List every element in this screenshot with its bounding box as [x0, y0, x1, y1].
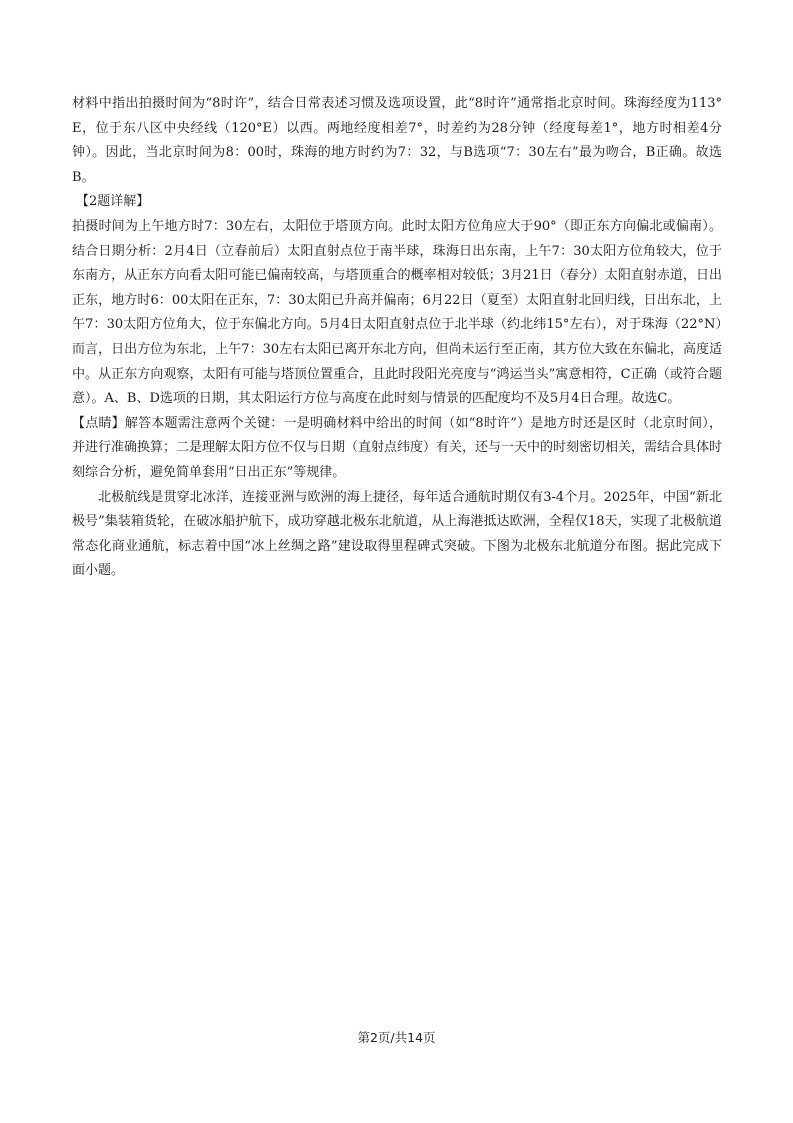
- tip-text: 解答本题需注意两个关键：一是明确材料中给出的时间（如“8时许”）是地方时还是区时（北京时间），并进行准确换算；二是理解太阳方位不仅与日期（直射点纬度）有关，还与一天中的时刻密切相关，需结合具体时刻综合分析，避免简单套用“日出正东”等规律。: [72, 415, 723, 480]
- section-heading-q2: 【2题详解】: [76, 194, 150, 210]
- tip-label: 【点睛】: [72, 415, 125, 431]
- answer-explanation-1: 材料中指出拍摄时间为“8时许”，结合日常表述习惯及选项设置，此“8时许”通常指北京时间。珠海经度为113°E，位于东八区中央经线（120°E）以西。两地经度相差7°，时差约为28分钟（经度每差1°，地方时相差4分钟）。因此，当北京时间为8：00时，珠海的地方时约为7：32，与B选项“7：30左右”最为吻合，B正确。故选B。: [72, 96, 722, 185]
- answer-explanation-2: 拍摄时间为上午地方时7：30左右，太阳位于塔顶方向。此时太阳方位角应大于90°（即正东方向偏北或偏南）。结合日期分析：2月4日（立春前后）太阳直射点位于南半球，珠海日出东南，上午7：30太阳方位角较大，位于东南方，从正东方向看太阳可能已偏南较高，与塔顶重合的概率相对较低；3月21日（春分）太阳直射赤道，日出正东，地方时6：00太阳在正东，7：30太阳已升高并偏南；6月22日（夏至）太阳直射北回归线，日出东北，上午7：30太阳方位角大，位于东偏北方向。5月4日太阳直射点位于北半球（约北纬15°左右），对于珠海（22°N）而言，日出方位为东北，上午7：30左右太阳已离开东北方向，但尚未运行至正南，其方位大致在东偏北，高度适中。从正东方向观察，太阳有可能与塔顶位置重合，且此时段阳光亮度与“鸿运当头”寓意相符，C正确（或符合题意）。A、B、D选项的日期，其太阳运行方位与高度在此时刻与情景的匹配度均不及5月4日合理。故选C。: [72, 218, 722, 407]
- page-footer: 第2页/共14页: [357, 1030, 436, 1045]
- tip-paragraph: [72, 412, 722, 486]
- document-body: [72, 92, 722, 584]
- question-material: 北极航线是贯穿北冰洋，连接亚洲与欧洲的海上捷径，每年适合通航时期仅有3-4个月。2025年，中国“新北极号”集装箱货轮，在破冰船护航下，成功穿越北极东北航道，从上海港抵达欧洲，全程仅18天，实现了北极航道常态化商业通航，标志着中国“冰上丝绸之路”建设取得里程碑式突破。下图为北极东北航道分布图。据此完成下面小题。: [72, 489, 722, 579]
